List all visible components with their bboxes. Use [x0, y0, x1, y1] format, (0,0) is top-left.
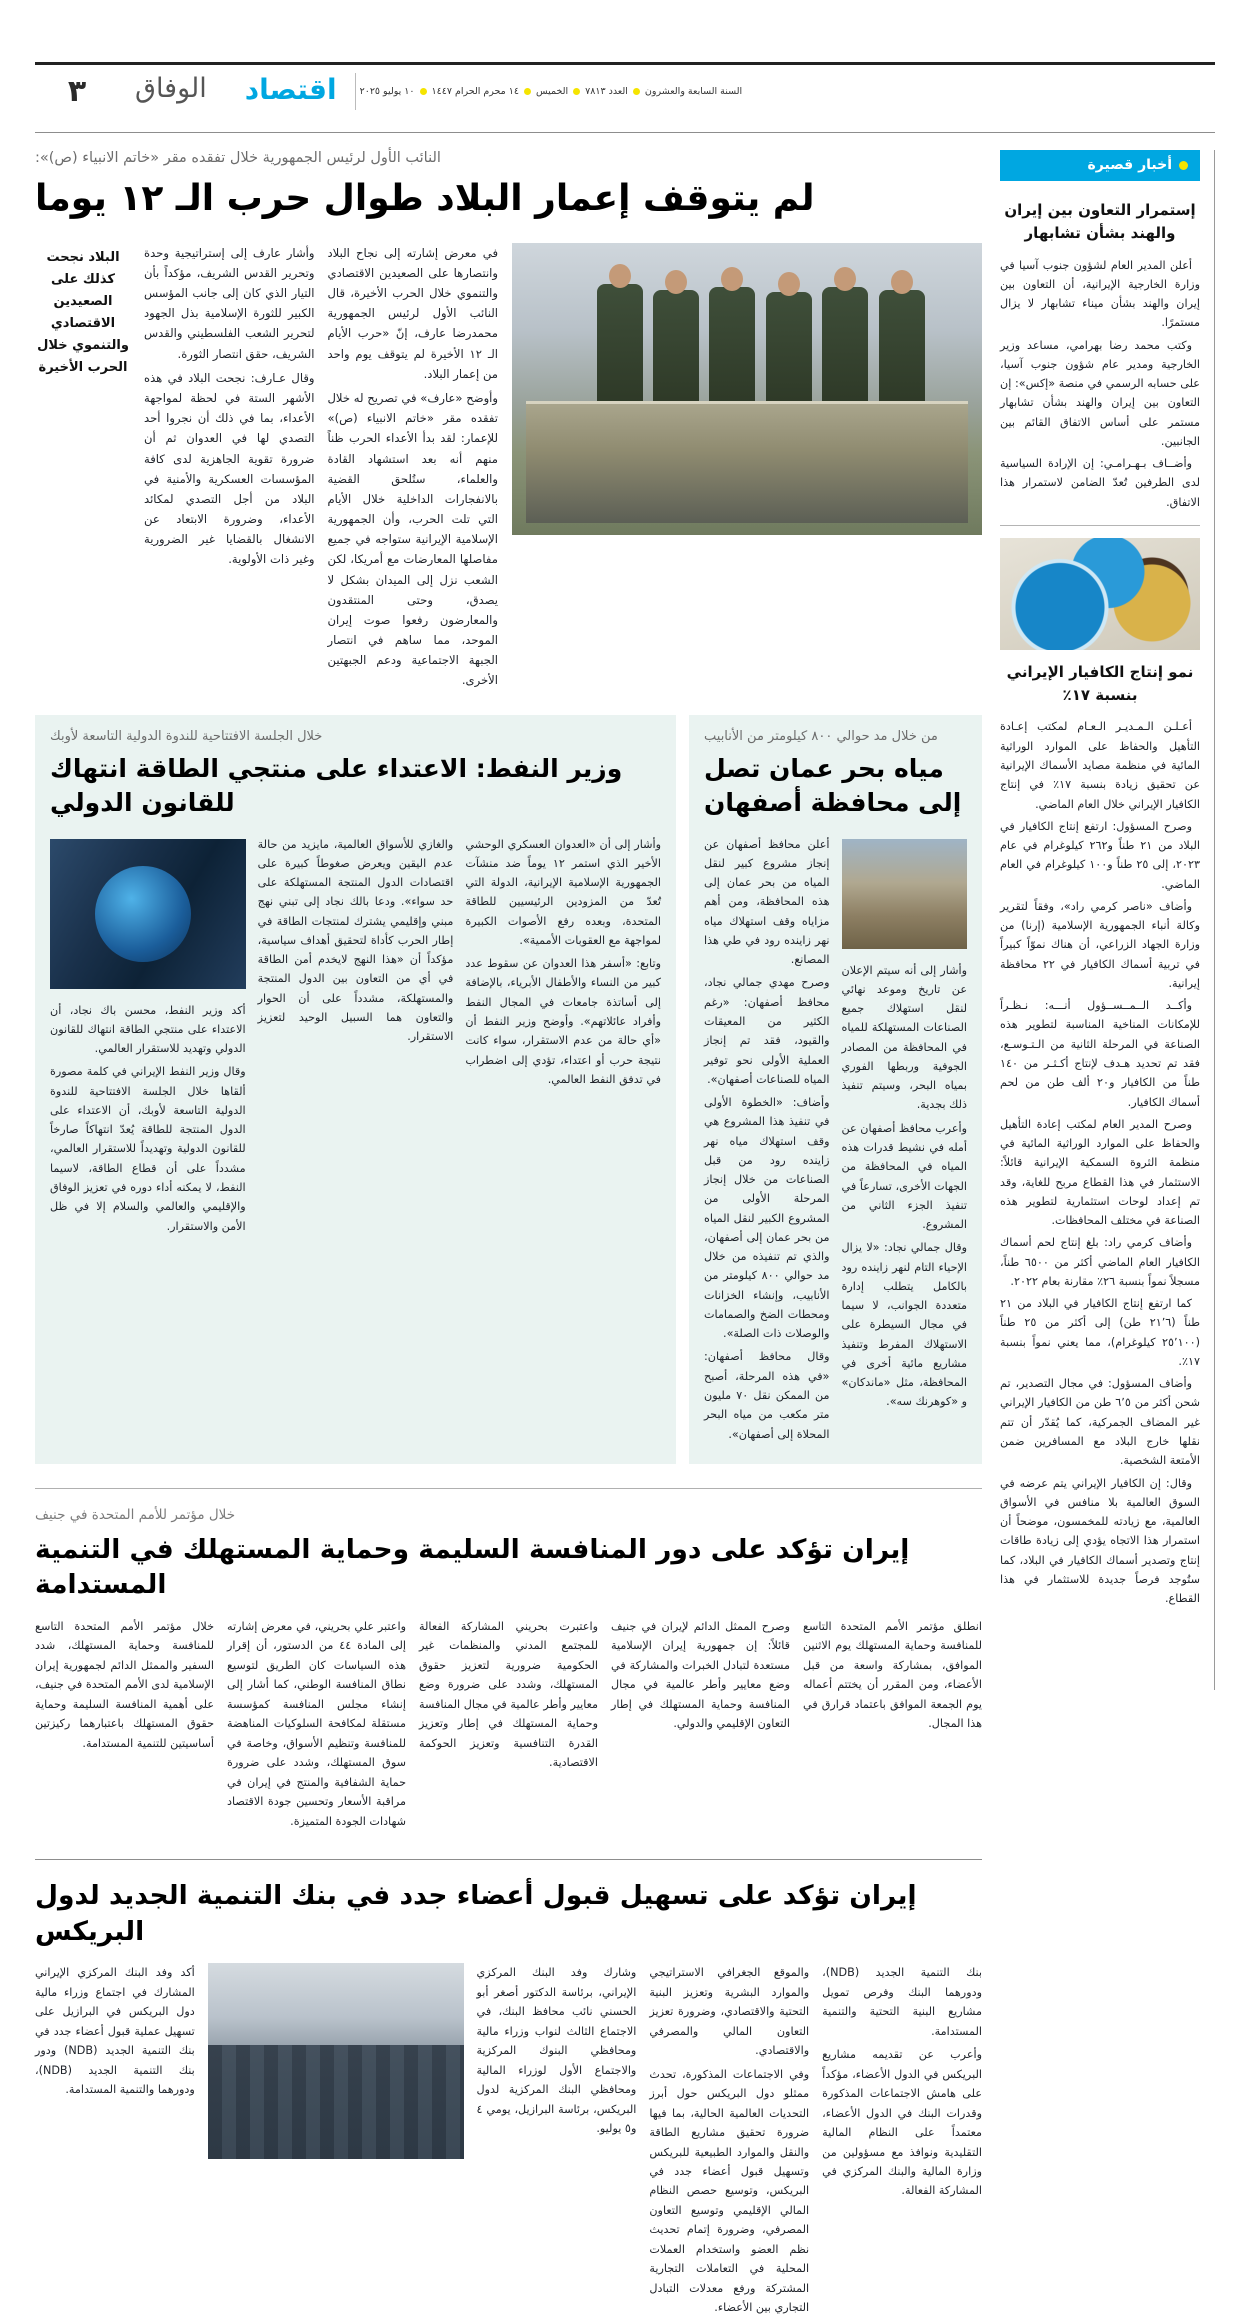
paragraph: وصرح المسؤول: ارتفع إنتاج الكافيار في البلاد من ٢١ طناً و٢٦٢ كيلوغرام في عام ٢٠٢٣، إلى ٢٥ طناً و١٠٠ كيلوغرام في العام الماضي. [1000, 819, 1200, 891]
masthead [35, 62, 1215, 118]
meta-weekday: الخميس [536, 86, 569, 97]
landscape-photo [842, 839, 968, 949]
paragraph: وأشار إلى أنه سيتم الإعلان عن تاريخ وموعد نهائي لنقل استهلاك جميع الصناعات المستهلكة للمياه في المحافظة من المصادر الجوفية وربطها الفوري بمياه البحر، وسيتم تنفيذ ذلك بجدية. [841, 963, 967, 1112]
article-brics [35, 1859, 982, 2322]
meta-year: السنة السابعة والعشرون [644, 86, 743, 97]
section-divider [35, 1488, 982, 1489]
article-headline: وزير النفط: الاعتداء على منتجي الطاقة انتهاك للقانون الدولي [50, 753, 623, 818]
paragraph: خلال مؤتمر الأمم المتحدة التاسع للمنافسة وحماية المستهلك، شدد السفير والممثل الدائم لجمهورية إيران الإسلامية لدى الأمم المتحدة في جنيف، على أهمية المنافسة السليمة وحماية حقوق المستهلك باعتبارهما ركيزتين أساسيتين للتنمية المستدامة. [35, 1619, 214, 1750]
paragraph: وتابع: «أسفر هذا العدوان عن سقوط عدد كبير من النساء والأطفال الأبرياء، بالإضافة إلى أساتذة جامعات في المجال النفط وأفراد عائلاتهم». وأوضح وزير النفط أن «أي حالة من عدم الاستقرار، سواء كانت نتيجة حرب أو اعتداء، تؤدي إلى اضطراب في تدفق النفط العالمي. [465, 957, 661, 1086]
section-title: اقتصاد [223, 73, 356, 110]
article-kicker: النائب الأول لرئيس الجمهورية خلال تفقده مقر «خاتم الانبياء (ص)»: [35, 150, 441, 166]
article-body [35, 1617, 982, 1835]
paragraph: واعتبرت بحريني المشاركة الفعالة للمجتمع المدني والمنظمات غير الحكومية ضرورية لتعزيز حقوق المستهلك، وشدد على ضرورة وضع معايير وأطر عالمية في مجال المنافسة وحماية المستهلك في إطار وتعزيز القدرة التنافسية وتعزيز الحوكمة الاقتصادية. [419, 1619, 598, 1770]
meta-hijri-date: ١٤ محرم الحرام ١٤٤٧ [431, 86, 519, 97]
masthead-meta [356, 86, 743, 97]
paragraph: في معرض إشارته إلى نجاح البلاد وانتصارها على الصعيدين الاقتصادي والتنموي خلال الحرب الأخيرة، قال النائب الأول لرئيس الجمهورية محمدرضا عارف، إنّ «حرب الأيام الـ ١٢ الأخيرة لم يتوقف يوم واحد من إعمار البلاد. [327, 245, 498, 381]
paragraph: وأضاف كرمي راد: بلغ إنتاج لحم أسماك الكافيار العام الماضي أكثر من ٦٥٠٠ طناً، مسجلاً نمواً بنسبة ٢٦٪ مقارنة بعام ٢٠٢٢. [1000, 1236, 1200, 1288]
paragraph: وكتب محمد رضا بهرامي، مساعد وزير الخارجية ومدير عام شؤون جنوب آسيا، على حسابه الرسمي في منصة «إكس»: إن التعاون بين إيران والهند بشأن تشابهار مستمر على أساس الاتفاق القائم بين الجانبين. [1000, 338, 1200, 448]
main-content [35, 150, 982, 2322]
caviar-photo [1000, 538, 1200, 650]
opec-seminar-photo [50, 839, 246, 989]
paragraph: أعلن المدير العام لشؤون جنوب آسيا في وزارة الخارجية الإيرانية، أن التعاون بين إيران والهند بشأن ميناء تشابهار لا يزال مستمرًا. [1000, 258, 1200, 330]
paragraph: أكد وفد البنك المركزي الإيراني المشارك في اجتماع وزراء مالية دول البريكس في البرازيل على تسهيل عملية قبول أعضاء جدد في بنك التنمية الجديد (NDB) ودور بنك التنمية الجديد (NDB)، ودورهما والتنمية المستدامة. [34, 1966, 195, 2097]
paragraph: وأضاف: «الخطوة الأولى في تنفيذ هذا المشروع هي وقف استهلاك مياه نهر زاينده رود من قبل الصناعات من خلال إنجاز المرحلة الأولى من المشروع الكبير لنقل المياه من بحر عمان إلى أصفهان، والذي تم تنفيذه من خلال مد حوالي ٨٠٠ كيلومتر من الأنابيب، وإنشاء الخزانات ومحطات الضخ والصمامات والوصلات ذات الصلة». [704, 1096, 830, 1341]
paragraph: وصرح المدير العام لمكتب إعادة التأهيل والحفاظ على الموارد الوراثية المائية في منظمة الثروة السمكية الإيرانية قائلاً: الاستثمار في هذا القطاع مربح للغاية، وقد تم إعداد لوحات استثمارية لتطوير هذه الصناعة في مختلف المحافظات. [1000, 1117, 1200, 1228]
masthead-rule [35, 132, 1215, 133]
paragraph: وأضاف المسؤول: في مجال التصدير، تم شحن أكثر من ٦٬٥ طن من الكافيار الإيراني غير المضاف الجمركية، كما يُقدّر أن تتم نقلها خارج البلاد مع المسافرين ضمن الأمتعة الشخصية. [1000, 1377, 1200, 1468]
paragraph: والغازي للأسواق العالمية، مايزيد من حالة عدم اليقين ويعرض صغوطاً كبيرة على اقتصادات الدول المنتجة المستهلكة على حد سواء». ودعا بالك نجاد إلى تبني نهج مبني وإقليمي يشترك لمنتجات الطاقة في إطار الحرب كأداة لتحقيق أهداف سياسية، مؤكداً أن «هذا النهج لايخدم أمن الطاقة في أي من التعاون بين الدول المنتجة والمستهلكة، مشدداً على أن الحوار والتعاون هما السبيل الوحيد لتعزيز الاستقرار. [257, 837, 454, 1044]
paragraph: والموقع الجغرافي الاستراتيجي والموارد البشرية وتعزيز البنية التحتية والاقتصادي، وضرورة تعزيز التعاون المالي والمصرفي والاقتصادي. [649, 1966, 810, 2058]
paragraph: واعتبر علي بحريني، في معرض إشارته إلى المادة ٤٤ من الدستور، أن إقرار هذه السياسات كان الطريق لتوسيع نطاق المنافسة الوطني، كما أشار إلى إنشاء مجلس المنافسة كمؤسسة مستقلة لمكافحة السلوكيات المناهضة للمنافسة وتنظيم الأسواق، وخاصة في سوق المستهلك، وشدد على ضرورة حماية الشفافية والمنتج في إيران في مراقبة الأسعار وتحسين جودة الاقتصاد شهادات الجودة المتميزة. [227, 1619, 406, 1828]
article-kicker: خلال الجلسة الافتتاحية للندوة الدولية التاسعة لأوبك [50, 728, 323, 744]
separator-dot-icon [633, 88, 640, 95]
article-kicker: من خلال مد حوالي ٨٠٠ كيلومتر من الأنابيب [704, 728, 938, 744]
lead-photo [512, 243, 982, 535]
article-pullquote: البلاد نجحت كذلك على الصعيدين الاقتصادي والتنموي خلال الحرب الأخيرة [37, 249, 129, 376]
article-water-oman [689, 715, 982, 1464]
paragraph: وقال عـارف: نجحت البلاد في هذه الأشهر الستة في لحظة لمواجهة الأعداء، بما في ذلك أن نجروا أحد التصدي لها في العدوان ثم أن ضرورة تقوية الجاهزية لدى كافة المؤسسات العسكرية والأمنية في البلاد من أجل التصدي لمكائد الأعداء، وضرورة الابتعاد عن الانشغال بالقضايا غير الضرورية وغير ذات الأولوية. [144, 370, 315, 567]
page-number: ٣ [67, 74, 87, 109]
sidebar-item-title: نمو إنتاج الكافيار الإيراني بنسبة ١٧٪ [1006, 662, 1194, 705]
paragraph: انطلق مؤتمر الأمم المتحدة التاسع للمنافسة وحماية المستهلك يوم الاثنين الموافق، بمشاركة واسعة من قبل الأعضاء، ومن المقرر أن يختتم أعماله يوم الجمعة الموافق باعتماد قرارق في هذا المجال. [803, 1619, 982, 1731]
top-story-body [35, 243, 498, 695]
paragraph: وفي الاجتماعات المذكورة، تحدث ممثلو دول البريكس حول أبرز التحديات العالمية الحالية، بما فيها ضرورة تحقيق مشاريع الطاقة والنقل والموارد الطبيعية للبريكس وتسهيل قبول أعضاء جدد في البريكس، وتوسيع حصص النظام المالي الإقليمي وتوسيع التعاون المصرفي، وضرورة إتمام تحديث نظم العضو واستخدام العملات المحلية في التعاملات التجارية المشتركة ورفع معدلات التبادل التجاري بين الأعضاء. [649, 2067, 810, 2315]
brief-news-tag [1000, 150, 1200, 181]
sidebar-item-body [1000, 256, 1200, 512]
paragraph: وأشار عارف إلى إستراتيجية وحدة وتحرير القدس الشريف، مؤكداً بأن التيار الذي كان إلى جانب المؤسس الكبير للثورة الإسلامية بذل الجهود لتحرير الشعب الفلسطيني والقدس الشريف، حقق انتصار الثورة. [144, 245, 315, 361]
article-headline: لم يتوقف إعمار البلاد طوال حرب الـ ١٢ يوما [35, 178, 815, 219]
paragraph: وصرح مهدي جمالي نجاد، محافظ أصفهان: «رغم الكثير من المعيقات والقيود، فقد تم إنجاز العملية الأولى نحو توفير المياه للصناعات أصفهان». [704, 976, 830, 1086]
brief-news-tag-label: أخبار قصيرة [1087, 157, 1172, 173]
paragraph: كما ارتفع إنتاج الكافيار في البلاد من ٢١ طناً (٢١٬٦ طن) إلى أكثر من ٢٥ طناً (٢٥٬١٠٠ كيلوغرام)، مما يعني نمواً بنسبة ١٧٪. [1000, 1297, 1200, 1368]
article-top-story [35, 150, 982, 695]
paragraph: وأعرب عن تقديمه مشاريع البريكس في الدول الأعضاء، مؤكداً على هامش الاجتماعات المذكورة وقدرات البنك في الدول الأعضاء، معتمداً على النظام المالية التقليدية ونوافذ مع مسؤولين من وزارة المالية والبنك المركزي في المشاركة الفعالة. [822, 2048, 982, 2198]
feature-row [35, 715, 982, 1464]
brief-news-sidebar [1000, 150, 1215, 1690]
brief-bullet-icon [1179, 161, 1188, 170]
paragraph: بنك التنمية الجديد (NDB)، ودورهما البنك وفرص تمويل مشاريع البنية التحتية والتنمية المستدامة. [822, 1966, 982, 2038]
paragraph: وأشار إلى أن «العدوان العسكري الوحشي الأخير الذي استمر ١٢ يوماً ضد منشآت الجمهورية الإسلامية الإيرانية، الدولة التي تُعدّ من المزودين الرئيسيين للطاقة المتحدة، وبعده رفع الأصوات الكبيرة لمواجهة مع العقوبات الأممية». [465, 837, 661, 947]
paragraph: وشارك وفد البنك المركزي الإيراني، برئاسة الدكتور أصغر أبو الحسني نائب محافظ البنك، في الاجتماع الثالث لنواب وزراء مالية ومحافظي البنوك المركزية والاجتماع الأول لوزراء المالية ومحافظي البنك المركزية لدول البريكس، برئاسة البرازيل، يومي ٤ و٥ يوليو. [476, 1966, 637, 2136]
sidebar-divider [1000, 525, 1200, 526]
paragraph: أعلن محافظ أصفهان عن إنجاز مشروع كبير لنقل المياه من بحر عمان إلى هذه المحافظة، ومن أهم مزاياه وقف استهلاك مياه نهر زاينده رود في طي هذا المصانع. [704, 837, 830, 967]
article-headline: إيران تؤكد على تسهيل قبول أعضاء جدد في بنك التنمية الجديد لدول البريكس [35, 1880, 917, 1947]
article-oil-minister [35, 715, 676, 1464]
paper-title: الوفاق [135, 73, 207, 104]
paragraph: وقال محافظ أصفهان: «في هذه المرحلة، أصبح من الممكن نقل ٧٠ مليون متر مكعب من مياه البحر المحلاة إلى أصفهان». [704, 1350, 830, 1441]
article-geneva [35, 1488, 982, 1835]
article-body [35, 1963, 982, 2322]
article-headline: مياه بحر عمان تصل إلى محافظة أصفهان [704, 753, 962, 818]
paragraph: أكد وزير النفط، محسن باك نجاد، أن الاعتداء على منتجي الطاقة انتهاك للقانون الدولي وتهديد للاستقرار العالمي. [49, 1003, 246, 1056]
sidebar-item-title: إستمرار التعاون بين إيران والهند بشأن تشابهار [1004, 201, 1196, 243]
paragraph: أعـلـن الـمـديـر الـعـام لمكتب إعـادة التأهيل والحفاظ على الموارد الوراثية المائية في منظمة مصايد الأسماك الإيرانية عن تحقيق زيادة بنسبة ١٧٪ في إنتاج الكافيار الإيراني خلال العام الماضي. [1000, 720, 1200, 811]
article-kicker: خلال مؤتمر للأمم المتحدة في جنيف [35, 1506, 236, 1523]
separator-dot-icon [420, 88, 427, 95]
separator-dot-icon [573, 88, 580, 95]
paragraph: وقال وزير النفط الإيراني في كلمة مصورة ألقاها خلال الجلسة الافتتاحية للندوة الدولية التاسعة لأوبك، أن الاعتداء على الدول المنتجة للطاقة يُعدّ انتهاكاً صارخاً للقانون الدولية وتهديداً للاستقرار العالمي، مشدداً على أن قطاع الطاقة، لاسيما النفط، لا يمكنه أداء دوره في تعزيز الوفاق والإقليمي والعالمي والسلام إلا في ظل الأمن والاستقرار. [49, 1065, 246, 1233]
paragraph: وأوضح «عارف» في تصريح له خلال تفقده مقر «خاتم الانبياء (ص)» للإعمار: لقد بدأ الأعداء الحرب ظناً منهم أنه بعد استشهاد القادة والعلماء، ستُلحق القضية بالانفجارات الداخلية خلال الأيام التي تلت الحرب، وأن الجمهورية الإسلامية الإيرانية ستواجه في جميع مفاصلها المعارضات مع أمريكا، لكن الشعب نزل إلى الميدان بشكل لا يصدق، وحتى المنتقدون والمعارضون رفعوا صوت إيران الموحد، مما ساهم في انتصار الجبهة الاجتماعية ودعم الجبهتين الأخرى. [327, 391, 498, 688]
meta-issue: العدد ٧٨١٣ [585, 86, 628, 97]
separator-dot-icon [524, 88, 531, 95]
paragraph: وأضــاف بـهـرامـي: إن الإرادة السياسية لدى الطرفين تُعدّ الضامن لاستمرار هذا الاتفاق. [1000, 457, 1200, 509]
paragraph: وصرح الممثل الدائم لإيران في جنيف قائلاً: إن جمهورية إيران الإسلامية مستعدة لتبادل الخبرات والمشاركة في وضع معايير وأطر عالمية في مجال المنافسة وحماية المستهلك في إطار التعاون الإقليمي والدولي. [611, 1619, 790, 1731]
paragraph: وأكــد الــمــســؤول أنـــه: نـظـراً للإمكانات المناخية المناسبة لتطوير هذه الصناعة في المرحلة الثانية من الـتـوسـع، فقد تم تحديد هـدف لإنتاج أكـثـر من ١٤٠ طناً من الكافيار و٢٠ ألف طن من لحم أسماك الكافيار. [1000, 999, 1200, 1109]
paragraph: وقال: إن الكافيار الإيراني يتم عرضه في السوق العالمية بلا منافس في الأسواق العالمية، مع زيادته للمخمسون، موضحاً أن استمرار هذا الاتجاه يؤدي إلى زيادة طاقات إنتاج وتصدير أسماك الكافيار في البلاد، كما ستُوجد فرصاً جديدة للاستثمار في هذا القطاع. [1000, 1476, 1200, 1606]
sidebar-item-body [1000, 717, 1200, 1608]
paragraph: وأعرب محافظ أصفهان عن أمله في نشيط قدرات هذه المياه في المحافظة من الجهات الأخرى، تسارعاً في تنفيذ الجزء الثاني من المشروع. [841, 1121, 967, 1232]
paragraph: وقال جمالي نجاد: «لا يزال الإحياء التام لنهر زاينده رود بالكامل يتطلب إدارة متعددة الجوانب، لا سيما في مجال السيطرة على الاستهلاك المفرط وتنفيذ مشاريع مائية أخرى في المحافظة، مثل «ماندكان» و «كوهرنك سه». [841, 1241, 967, 1409]
meta-gregorian-date: ١٠ يوليو ٢٠٢٥ [359, 86, 415, 97]
article-headline: إيران تؤكد على دور المنافسة السليمة وحماية المستهلك في التنمية المستدامة [35, 1533, 910, 1601]
paragraph: وأضاف «ناصر كرمي راد»، وفقاً لتقرير وكالة أنباء الجمهورية الإسلامية (إرنا) من وزارة الجهاد الزراعي، أن هناك نموّاً كبيراً في تربية أسماك الكافيار في ٢٢ محافظة إيرانية. [1000, 899, 1201, 990]
section-divider [35, 1859, 982, 1860]
brics-meeting-photo [208, 1963, 464, 2159]
